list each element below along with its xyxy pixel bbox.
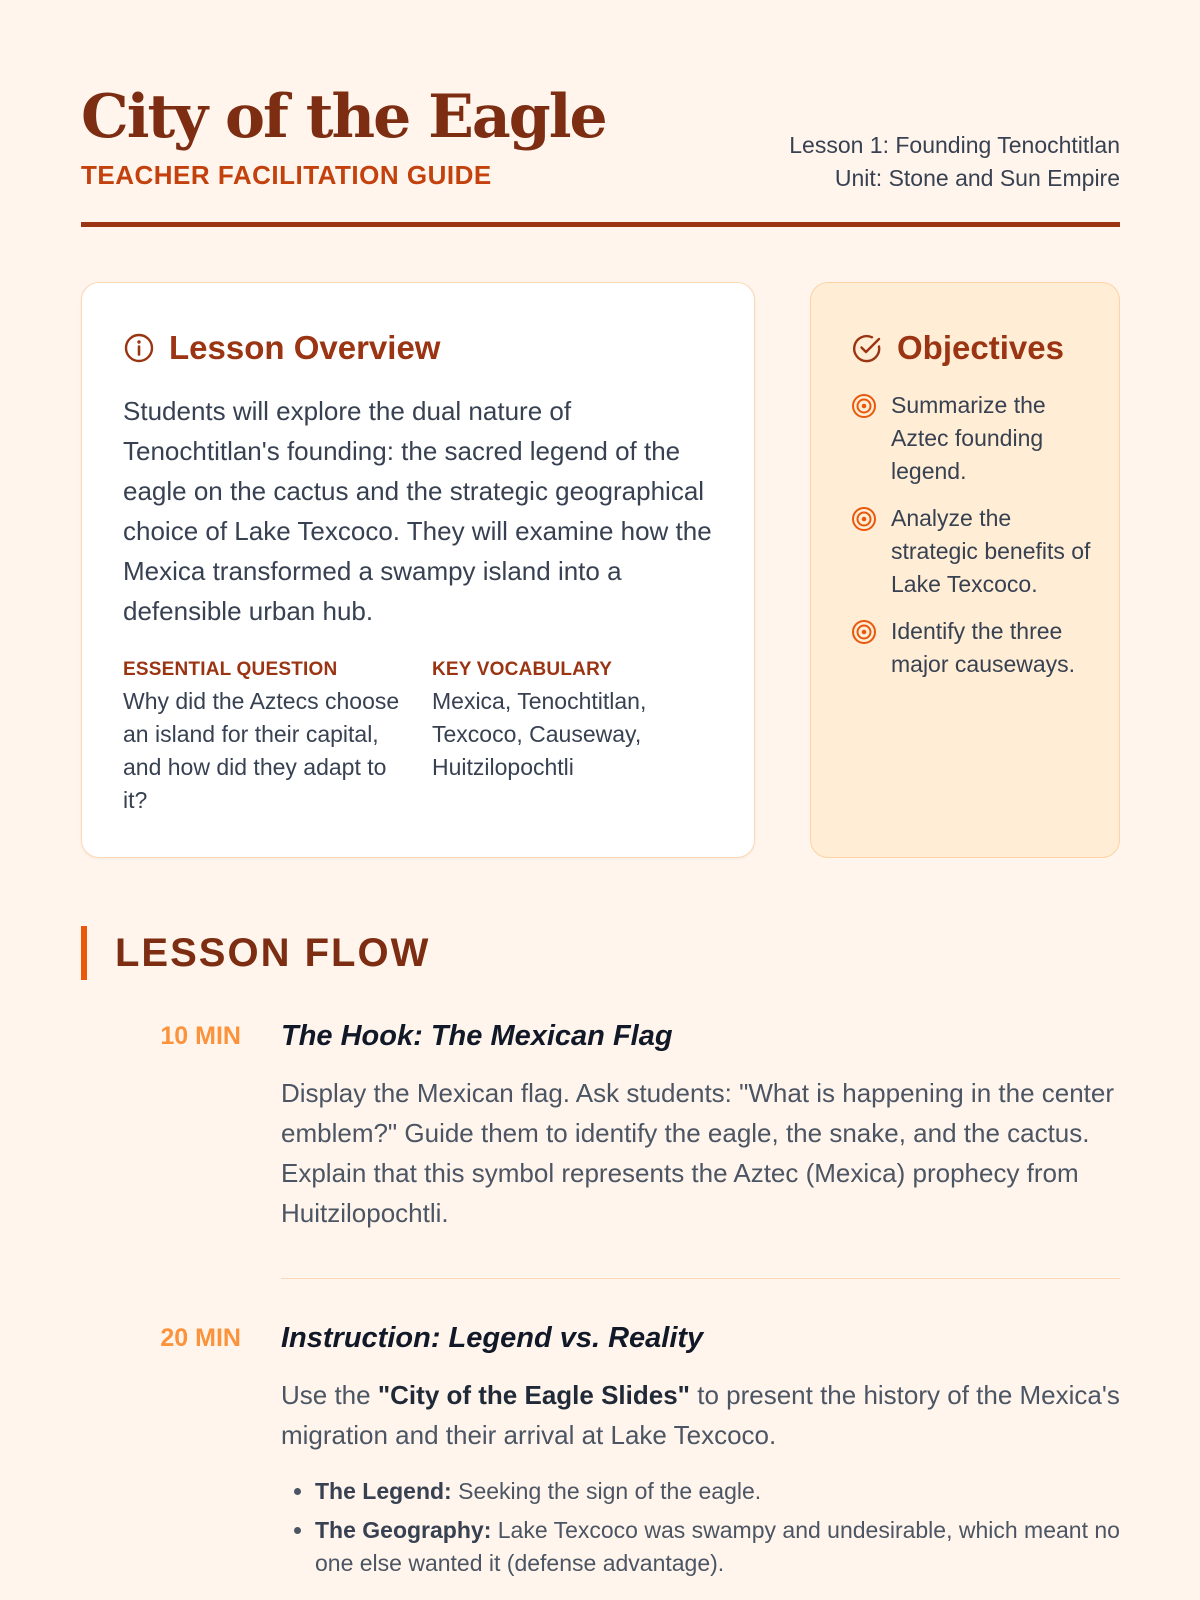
- step-description: [281, 1375, 1120, 1455]
- step-bullet-list: [281, 1475, 1120, 1580]
- key-vocabulary-label: KEY VOCABULARY: [432, 659, 613, 680]
- list-item: [315, 1475, 1120, 1508]
- objective-text: Analyze the strategic benefits of Lake Texcoco.: [891, 505, 1091, 597]
- bullet-text: Seeking the sign of the eagle.: [451, 1478, 762, 1504]
- step-text-before: Use the: [281, 1380, 378, 1410]
- lesson-meta: [789, 129, 1120, 195]
- objective-text: Identify the three major causeways.: [891, 618, 1076, 677]
- bullet-label: The Legend:: [315, 1478, 452, 1504]
- essential-question: [123, 659, 413, 817]
- list-item: [315, 1514, 1120, 1580]
- essential-question-text: Why did the Aztecs choose an island for their capital, and how did they adapt to it?: [123, 688, 400, 813]
- objectives-card: [810, 282, 1120, 858]
- header-divider: [81, 222, 1120, 227]
- essential-question-label: ESSENTIAL QUESTION: [123, 659, 338, 680]
- unit-label: Unit: Stone and Sun Empire: [834, 165, 1120, 191]
- page-subtitle: TEACHER FACILITATION GUIDE: [81, 160, 492, 190]
- objective-item: [851, 615, 1101, 681]
- step-body: [281, 1020, 1120, 1233]
- bullet-text: Lake Texcoco was swampy and undesirable, which meant no one else wanted it (defense advantage).: [315, 1517, 1120, 1576]
- objectives-heading: Objectives: [897, 329, 1064, 366]
- objective-text: Summarize the Aztec founding legend.: [891, 392, 1046, 484]
- section-accent-bar: [81, 926, 87, 980]
- step-text-after: to present the history of the Mexica's migration and their arrival at Lake Texcoco.: [281, 1380, 1120, 1450]
- overview-text: Students will explore the dual nature of Tenochtitlan's founding: the sacred legend of the eagle on the cactus and the strategic geographical choice of Lake Texcoco. They will examine how the Mexica transformed a swampy island into a defensible urban hub.: [123, 396, 712, 626]
- step-time: 10 MIN: [160, 1022, 241, 1050]
- step-body: [281, 1322, 1120, 1586]
- step-time: 20 MIN: [160, 1324, 241, 1352]
- objectives-heading-row: [851, 329, 1064, 367]
- key-vocabulary-text: Mexica, Tenochtitlan, Texcoco, Causeway, Huitzilopochtli: [432, 688, 647, 780]
- objective-item: [851, 389, 1101, 488]
- overview-heading-row: [123, 329, 440, 367]
- step-title: Instruction: Legend vs. Reality: [281, 1322, 704, 1354]
- lesson-label: Lesson 1: Founding Tenochtitlan: [789, 132, 1120, 158]
- step-divider: [281, 1278, 1120, 1279]
- step-title: The Hook: The Mexican Flag: [281, 1020, 673, 1052]
- objectives-list: [851, 389, 1101, 695]
- overview-heading: Lesson Overview: [169, 329, 441, 366]
- objective-item: [851, 502, 1101, 601]
- target-icon: [851, 506, 877, 532]
- lesson-flow-heading: LESSON FLOW: [115, 930, 431, 975]
- target-icon: [851, 393, 877, 419]
- bullet-label: The Geography:: [315, 1517, 492, 1543]
- page-title: City of the Eagle: [81, 82, 606, 152]
- step-description: Display the Mexican flag. Ask students: "What is happening in the center emblem?" Guide them to identify the eagle, the snake, and the cactus. Explain that this symbol represents the Aztec (Mexica) prophecy from Huitzilopochtli.: [281, 1078, 1115, 1228]
- lesson-overview-card: [81, 282, 755, 858]
- slides-reference: "City of the Eagle Slides": [377, 1380, 690, 1410]
- info-circle-icon: [123, 332, 155, 364]
- key-vocabulary: [432, 659, 692, 784]
- page-header: [81, 82, 1120, 230]
- lesson-flow-heading-row: [81, 926, 430, 980]
- check-circle-icon: [851, 332, 883, 364]
- target-icon: [851, 619, 877, 645]
